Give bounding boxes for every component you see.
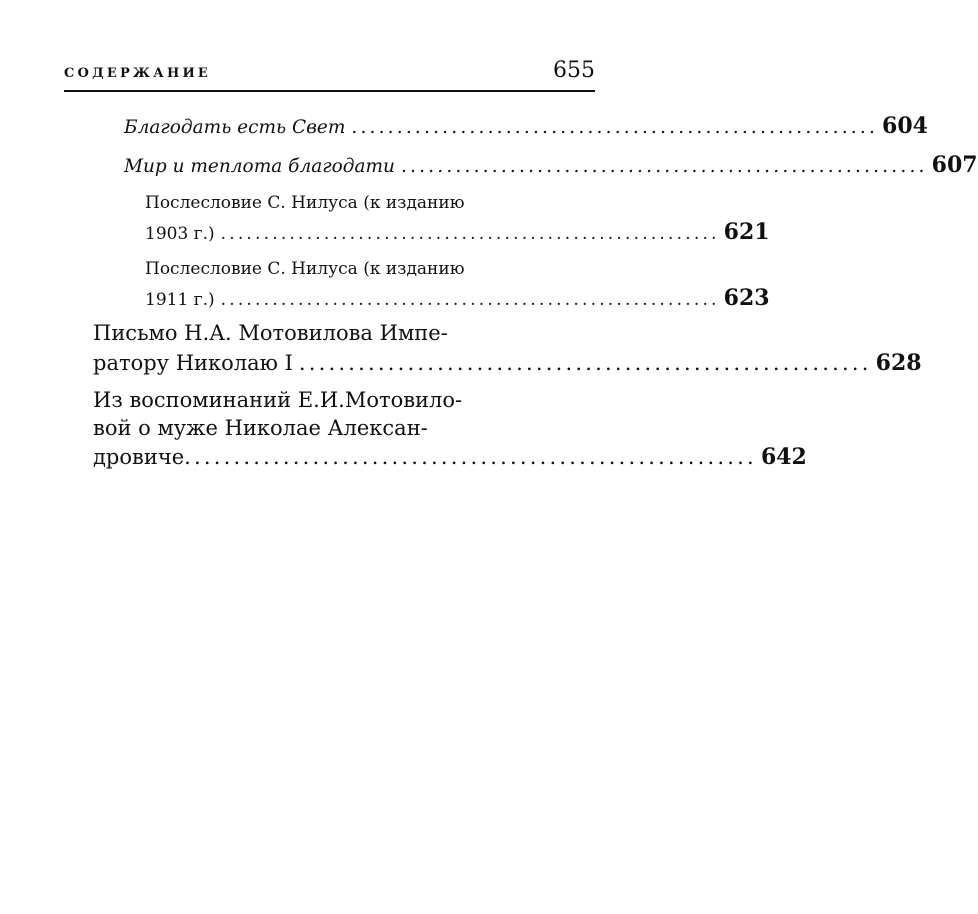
toc-entry-title: вой о муже Николае Алексан- (93, 416, 428, 440)
toc-entry-title: Письмо Н.А. Мотовилова Импе- (93, 321, 448, 345)
dot-leader: .......................................................... (220, 224, 720, 244)
toc-entry[interactable] (93, 350, 922, 376)
toc-entry-page: 628 (875, 350, 922, 376)
toc-entry-title: Благодать есть Свет (124, 117, 346, 138)
toc-entry[interactable] (93, 444, 807, 470)
toc-entry[interactable] (145, 219, 770, 245)
toc-entry-page: 604 (882, 113, 928, 139)
dot-leader: .......................................................... (220, 290, 720, 310)
toc-entry-line[interactable] (93, 321, 536, 345)
toc-entry[interactable] (145, 285, 770, 311)
toc-entry-title: 1903 г.) (145, 224, 215, 244)
toc-entry-line[interactable] (145, 193, 536, 213)
toc-entry-line[interactable] (93, 416, 536, 440)
toc-entry-title: Послесловие С. Нилуса (к изданию (145, 193, 465, 213)
toc-entry-title: 1911 г.) (145, 290, 215, 310)
toc-entry[interactable] (124, 113, 928, 139)
running-header (64, 54, 595, 92)
toc-entry-line[interactable] (93, 388, 536, 412)
toc-entry-title: дровиче (93, 445, 185, 469)
toc-entry-title: Мир и теплота благодати (124, 156, 395, 177)
toc-entry-title: Из воспоминаний Е.И.Мотовило- (93, 388, 463, 412)
toc-entry-title: Послесловие С. Нилуса (к изданию (145, 259, 465, 279)
toc-entry-page: 607 (931, 152, 978, 178)
dot-leader: .......................................................... (400, 156, 928, 177)
dot-leader: .......................................................... (298, 351, 872, 375)
page-number: 655 (553, 58, 595, 83)
toc-entry[interactable] (124, 152, 978, 178)
toc-entry-page: 623 (723, 285, 770, 311)
toc-entry-title: ратору Николаю I (93, 351, 293, 375)
toc-entry-page: 642 (760, 444, 807, 470)
toc-entry-page: 621 (723, 219, 770, 245)
toc-entry-line[interactable] (145, 259, 536, 279)
running-title: СОДЕРЖАНИЕ (64, 66, 212, 81)
dot-leader: .......................................................... (184, 445, 757, 469)
dot-leader: .......................................................... (351, 117, 879, 138)
